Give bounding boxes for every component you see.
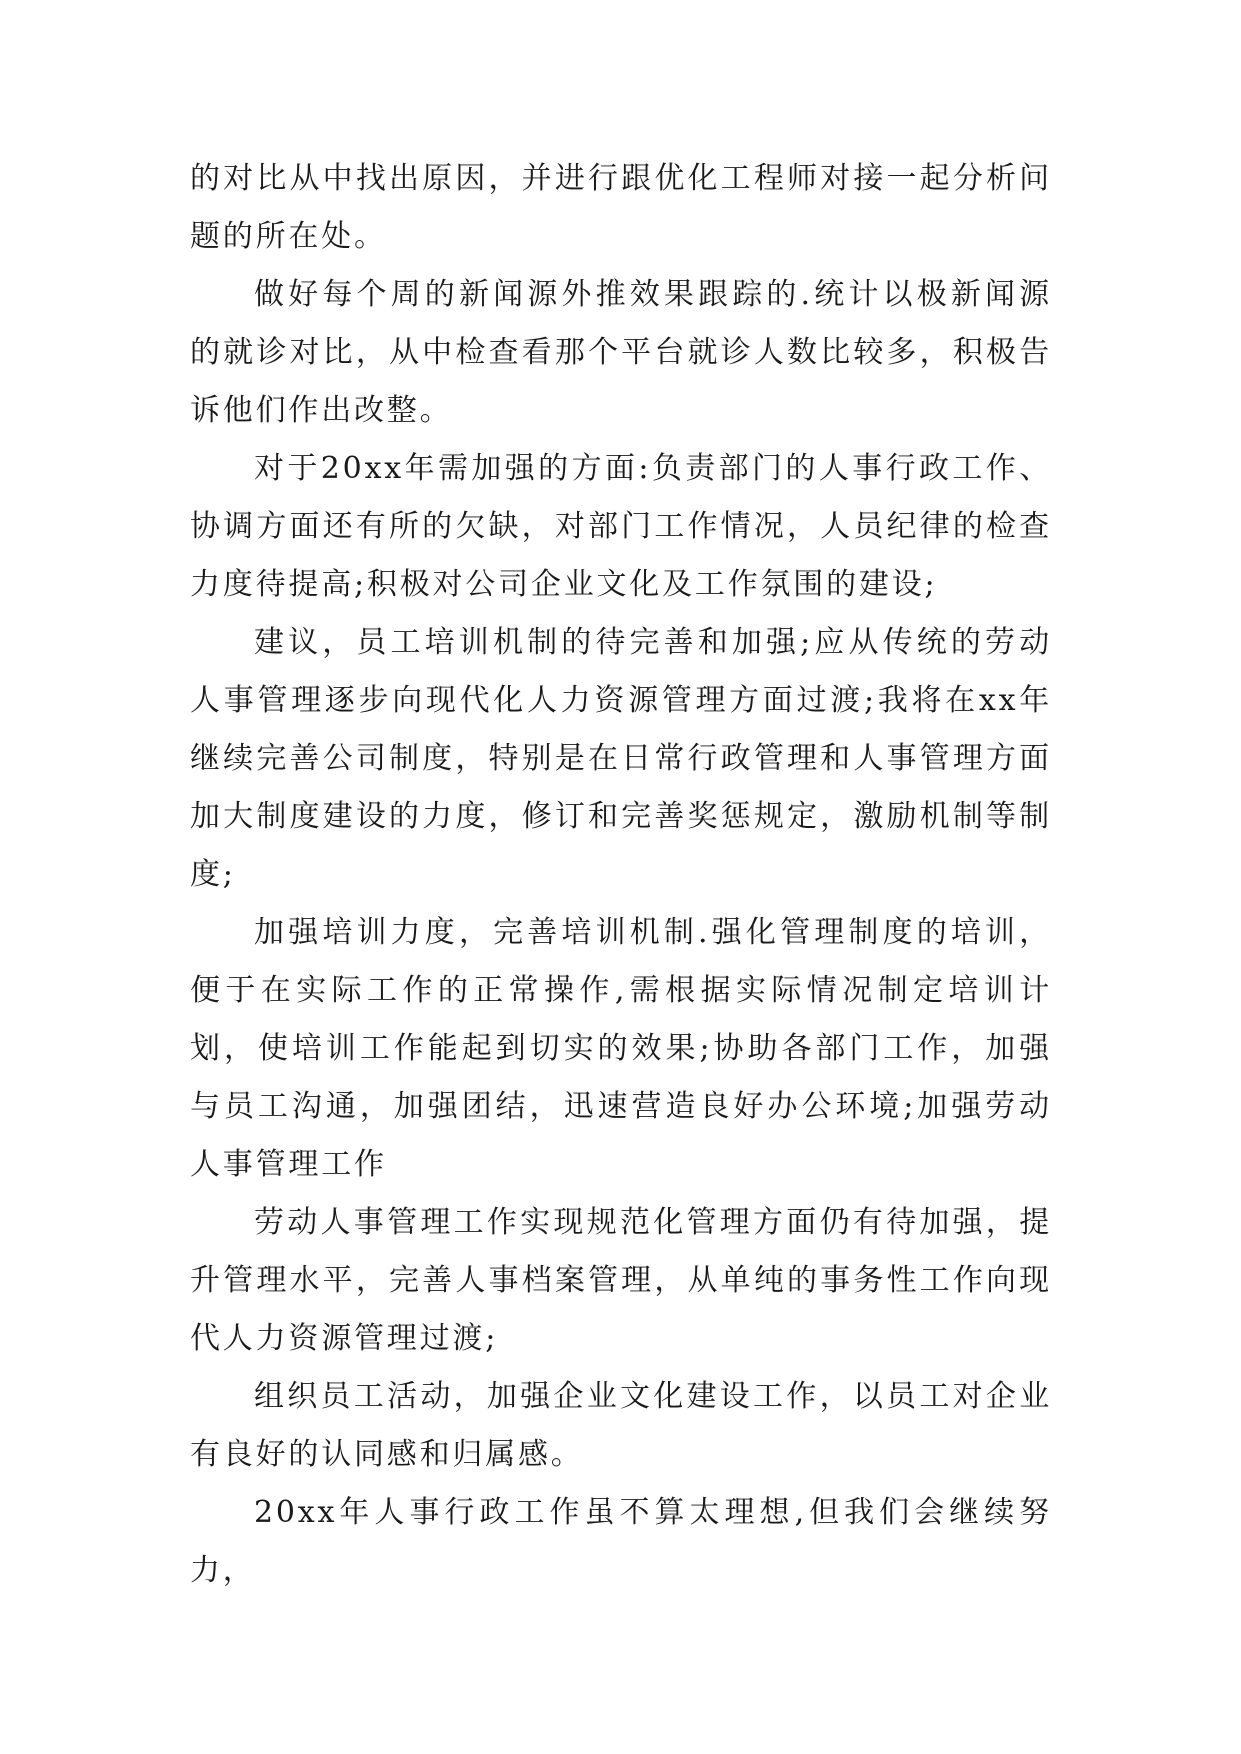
paragraph-areas-to-strengthen: 对于20xx年需加强的方面:负责部门的人事行政工作、协调方面还有所的欠缺，对部门工作情况，人员纪律的检查力度待提高;积极对公司企业文化及工作氛围的建设;: [190, 451, 1052, 602]
paragraph-continued: 的对比从中找出原因，并进行跟优化工程师对接一起分析问题的所在处。: [190, 161, 1052, 254]
paragraph-news-source-tracking: 做好每个周的新闻源外推效果跟踪的.统计以极新闻源的就诊对比，从中检查看那个平台就诊人数比较多，积极告诉他们作出改整。: [190, 277, 1052, 428]
document-body: [190, 150, 1052, 1600]
paragraph-personnel-management: 劳动人事管理工作实现规范化管理方面仍有待加强，提升管理水平，完善人事档案管理，从单纯的事务性工作向现代人力资源管理过渡;: [190, 1205, 1052, 1356]
paragraph-suggestions: 建议，员工培训机制的待完善和加强;应从传统的劳动人事管理逐步向现代化人力资源管理方面过渡;我将在xx年继续完善公司制度，特别是在日常行政管理和人事管理方面加大制度建设的力度，修订和完善奖惩规定，激励机制等制度;: [190, 625, 1052, 892]
paragraph-conclusion: 20xx年人事行政工作虽不算太理想,但我们会继续努力，: [190, 1495, 1052, 1588]
paragraph-training: 加强培训力度，完善培训机制.强化管理制度的培训，便于在实际工作的正常操作,需根据实际情况制定培训计划，使培训工作能起到切实的效果;协助各部门工作，加强与员工沟通，加强团结，迅速营造良好办公环境;加强劳动人事管理工作: [190, 915, 1052, 1182]
paragraph-employee-activities: 组织员工活动，加强企业文化建设工作，以员工对企业有良好的认同感和归属感。: [190, 1379, 1052, 1472]
